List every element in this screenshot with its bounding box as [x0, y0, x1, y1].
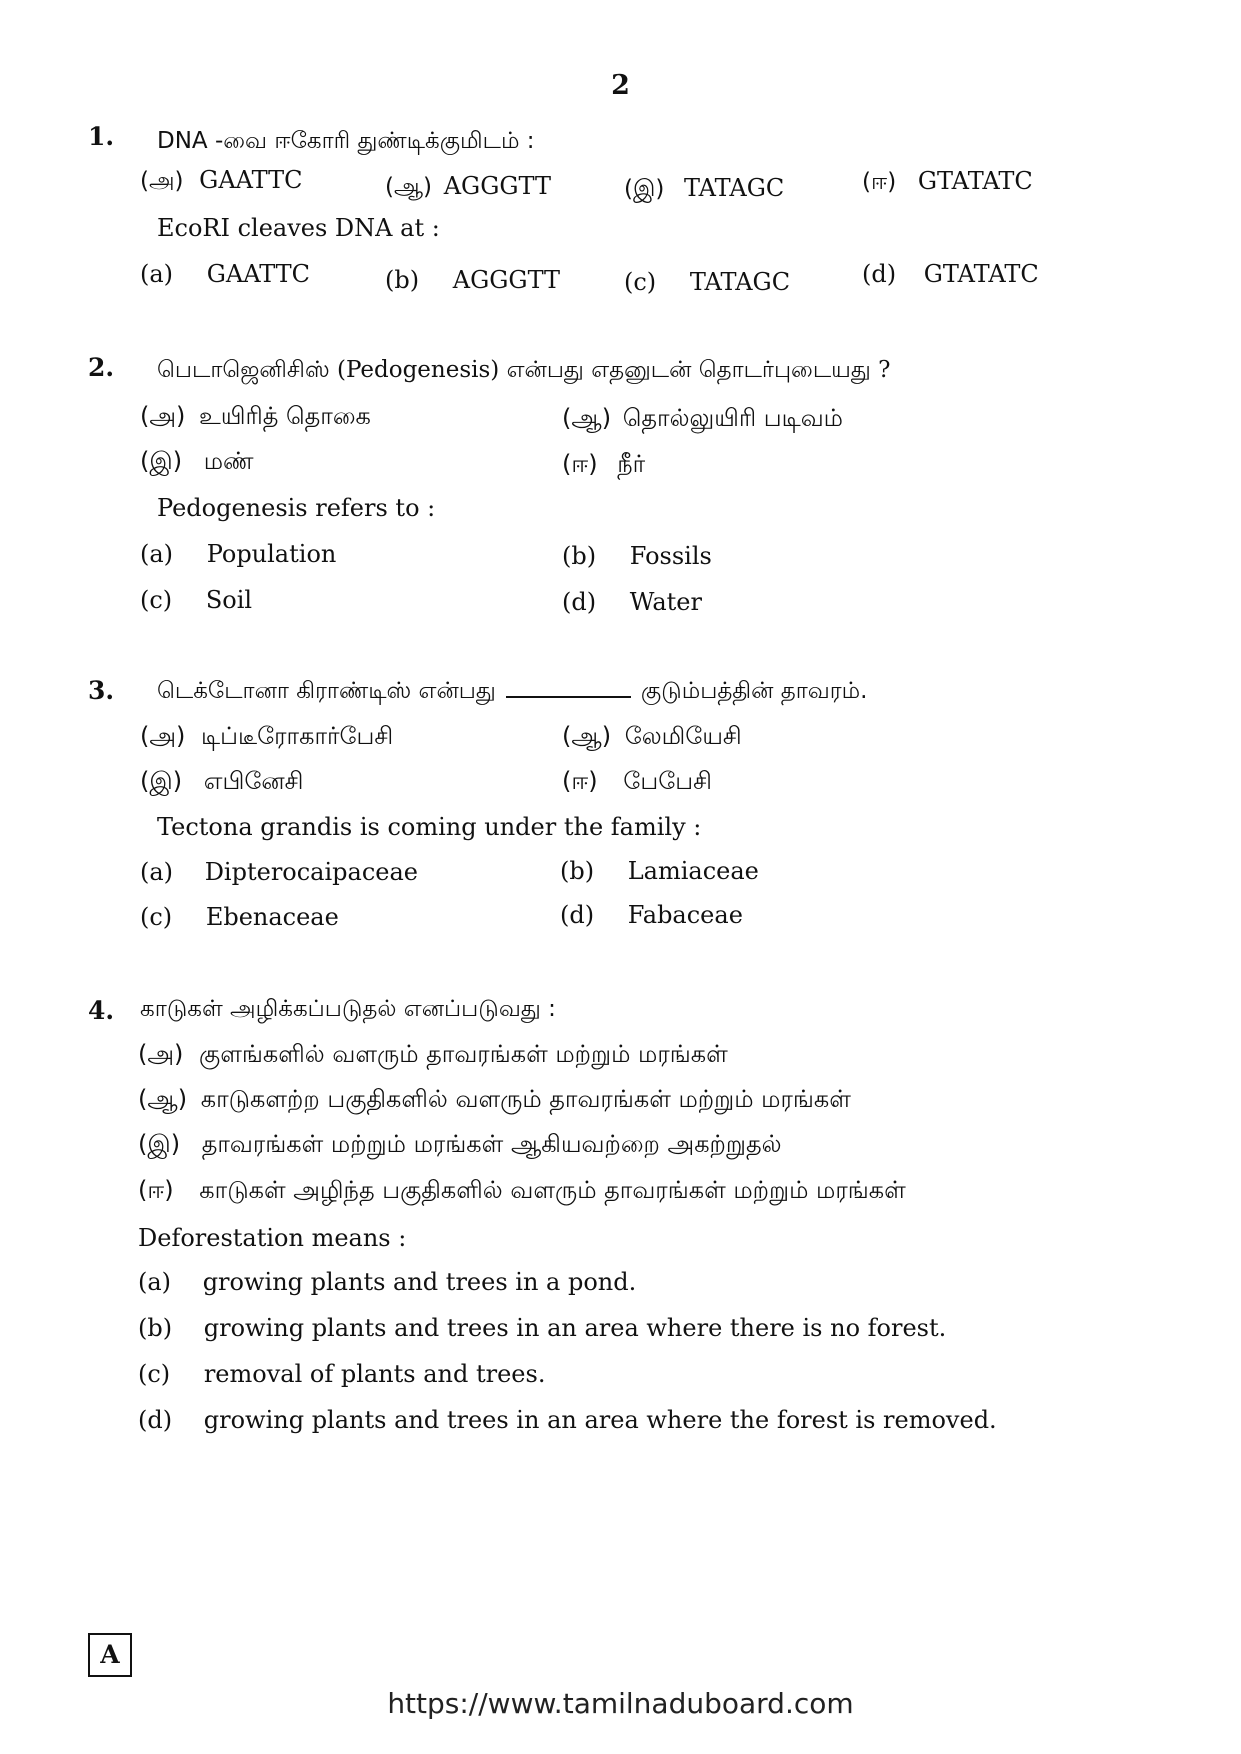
option-tamil-c: (இ) எபினேசி [140, 767, 304, 795]
question-prompt-english: Pedogenesis refers to : [157, 494, 436, 522]
option-tamil-d: (ஈ) பேபேசி [562, 767, 712, 795]
option-english-a: (a) Population [140, 540, 337, 568]
option-english-d: (d) Water [562, 588, 702, 616]
question-prompt-english: Deforestation means : [138, 1224, 407, 1252]
option-tamil-b: (ஆ) லேமியேசி [562, 722, 742, 750]
option-english-b: (b) Lamiaceae [560, 857, 759, 885]
question-prompt-tamil: பெடாஜெனிசிஸ் (Pedogenesis) என்பது எதனுடன் தொடர்புடையது ? [157, 357, 891, 383]
option-english-b: (b) Fossils [562, 542, 712, 570]
footer-url[interactable]: https://www.tamilnaduboard.com [387, 1687, 854, 1720]
question-prompt-tamil [157, 678, 867, 707]
option-tamil-a: (அ) GAATTC [140, 166, 303, 194]
option-tamil-d: (ஈ) காடுகள் அழிந்த பகுதிகளில் வளரும் தாவரங்கள் மற்றும் மரங்கள் [138, 1176, 906, 1204]
option-tamil-c: (இ) மண் [140, 447, 254, 475]
option-english-b: (b) AGGGTT [385, 266, 561, 294]
question-prompt-english: Tectona grandis is coming under the family : [157, 813, 702, 841]
option-english-d: (d) GTATATC [862, 260, 1039, 288]
option-english-a: (a) GAATTC [140, 260, 311, 288]
option-tamil-b: (ஆ) காடுகளற்ற பகுதிகளில் வளரும் தாவரங்கள் மற்றும் மரங்கள் [138, 1085, 851, 1113]
question-prompt-after: குடும்பத்தின் தாவரம். [640, 678, 868, 704]
option-tamil-d: (ஈ) நீர் [562, 450, 646, 478]
option-english-c: (c) Ebenaceae [140, 903, 339, 931]
option-tamil-b: (ஆ) தொல்லுயிரி படிவம் [562, 404, 843, 432]
fill-in-blank [506, 695, 631, 698]
question-number: 3. [88, 676, 115, 705]
option-english-a: (a) Dipterocaipaceae [140, 858, 418, 886]
option-tamil-a: (அ) உயிரித் தொகை [140, 402, 371, 430]
series-box: A [88, 1633, 132, 1677]
option-tamil-c: (இ) தாவரங்கள் மற்றும் மரங்கள் ஆகியவற்றை அகற்றுதல் [138, 1130, 782, 1158]
question-number: 4. [88, 996, 115, 1025]
option-tamil-b: (ஆ) AGGGTT [385, 172, 551, 200]
option-english-c: (c) Soil [140, 586, 253, 614]
option-tamil-d: (ஈ) GTATATC [862, 167, 1033, 195]
option-tamil-a: (அ) டிப்டீரோகார்பேசி [140, 722, 394, 750]
option-english-c: (c) removal of plants and trees. [138, 1360, 546, 1388]
option-english-c: (c) TATAGC [624, 268, 791, 296]
question-prompt-tamil: DNA -வை ஈகோரி துண்டிக்குமிடம் : [157, 128, 535, 154]
option-english-b: (b) growing plants and trees in an area where there is no forest. [138, 1314, 947, 1342]
option-tamil-a: (அ) குளங்களில் வளரும் தாவரங்கள் மற்றும் மரங்கள் [138, 1040, 728, 1068]
page-number: 2 [611, 70, 630, 101]
option-english-a: (a) growing plants and trees in a pond. [138, 1268, 637, 1296]
question-prompt-english: EcoRI cleaves DNA at : [157, 214, 440, 242]
option-english-d: (d) growing plants and trees in an area where the forest is removed. [138, 1406, 997, 1434]
question-number: 2. [88, 353, 115, 382]
question-number: 1. [88, 122, 115, 151]
option-tamil-c: (இ) TATAGC [624, 174, 785, 202]
option-english-d: (d) Fabaceae [560, 901, 743, 929]
question-prompt-tamil: காடுகள் அழிக்கப்படுதல் எனப்படுவது : [140, 996, 556, 1022]
question-prompt-before: டெக்டோனா கிராண்டிஸ் என்பது [157, 678, 496, 704]
